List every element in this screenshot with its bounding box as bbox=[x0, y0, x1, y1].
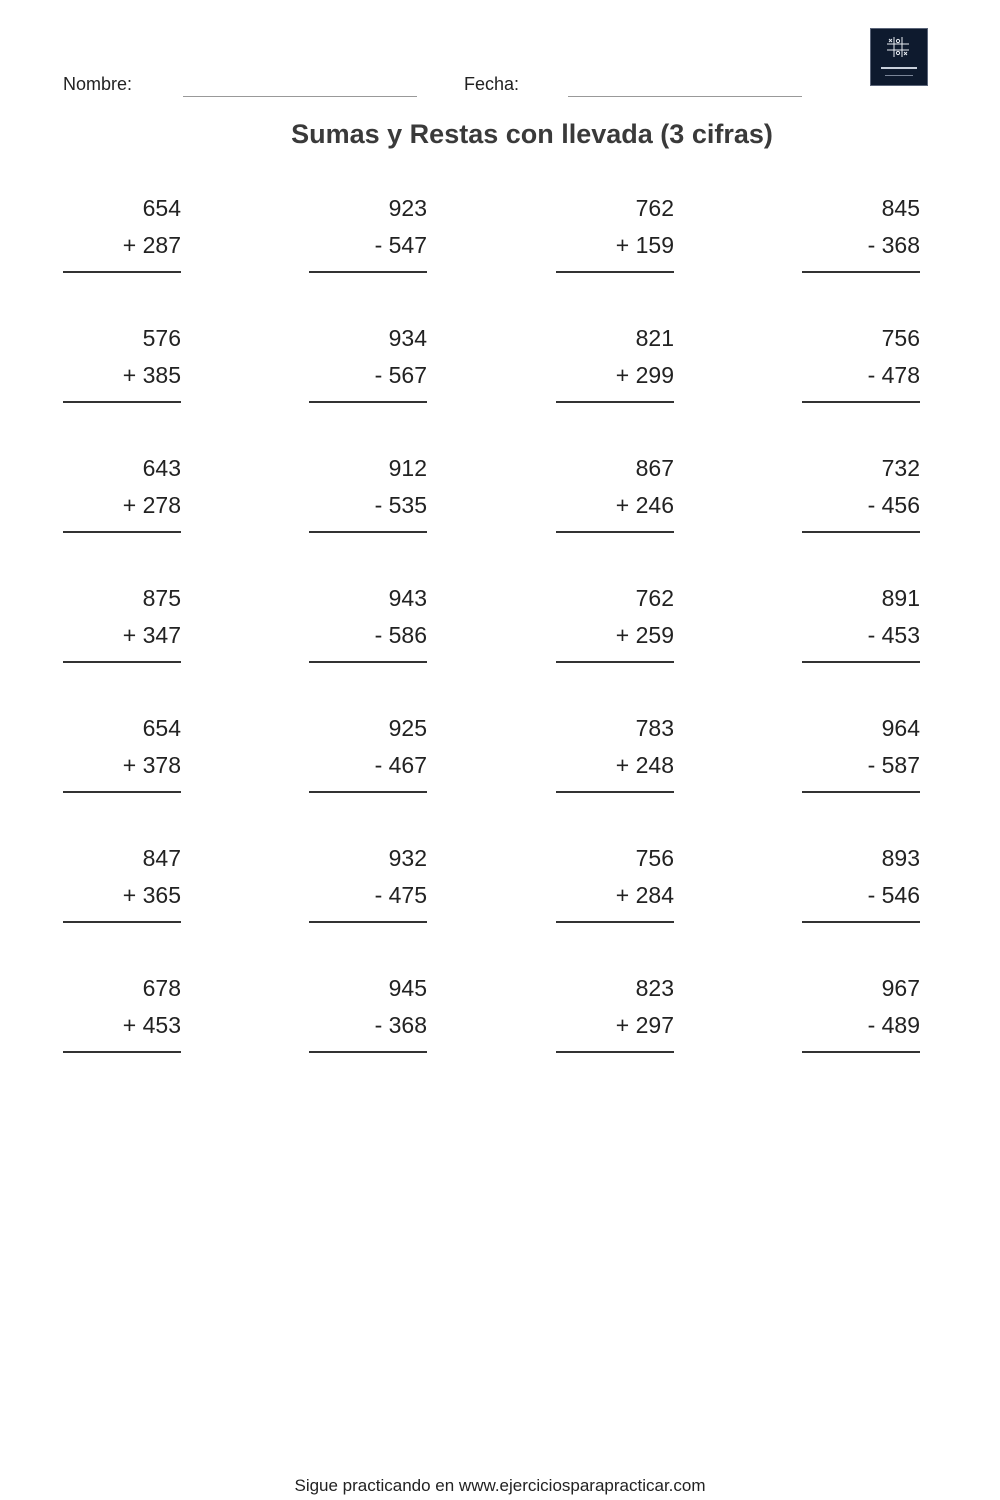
exercise-top-number: 934 bbox=[388, 325, 427, 351]
exercise-item bbox=[63, 195, 181, 275]
answer-line[interactable] bbox=[63, 921, 181, 923]
exercise-bottom-number: + 159 bbox=[615, 232, 674, 258]
name-label: Nombre: bbox=[63, 74, 133, 94]
exercise-item bbox=[556, 715, 674, 795]
answer-line[interactable] bbox=[309, 921, 427, 923]
answer-line[interactable] bbox=[556, 921, 674, 923]
exercise-bottom-number: + 385 bbox=[122, 362, 181, 388]
exercise-item bbox=[63, 325, 181, 405]
exercise-bottom-number: - 546 bbox=[867, 882, 920, 908]
answer-line[interactable] bbox=[556, 791, 674, 793]
answer-line[interactable] bbox=[556, 661, 674, 663]
answer-line[interactable] bbox=[309, 661, 427, 663]
exercise-item bbox=[309, 975, 427, 1055]
exercise-item bbox=[63, 585, 181, 665]
exercise-item bbox=[63, 715, 181, 795]
exercise-bottom-number: - 587 bbox=[867, 752, 920, 778]
exercise-bottom-number: - 456 bbox=[867, 492, 920, 518]
exercise-bottom-number: - 567 bbox=[374, 362, 427, 388]
exercise-item bbox=[802, 975, 920, 1055]
logo bbox=[870, 28, 928, 86]
exercise-top-number: 912 bbox=[388, 455, 427, 481]
exercise-bottom-number: + 453 bbox=[122, 1012, 181, 1038]
answer-line[interactable] bbox=[63, 791, 181, 793]
answer-line[interactable] bbox=[63, 1051, 181, 1053]
exercise-top-number: 732 bbox=[881, 455, 920, 481]
exercise-bottom-number: + 365 bbox=[122, 882, 181, 908]
exercise-item bbox=[63, 975, 181, 1055]
answer-line[interactable] bbox=[556, 271, 674, 273]
answer-line[interactable] bbox=[802, 1051, 920, 1053]
answer-line[interactable] bbox=[309, 791, 427, 793]
exercise-bottom-number: - 467 bbox=[374, 752, 427, 778]
exercise-bottom-number: + 278 bbox=[122, 492, 181, 518]
exercise-bottom-number: - 475 bbox=[374, 882, 427, 908]
footer-text: Sigue practicando en www.ejerciciosparapracticar.com bbox=[294, 1476, 706, 1495]
exercise-item bbox=[802, 455, 920, 535]
exercise-top-number: 847 bbox=[142, 845, 181, 871]
exercise-top-number: 756 bbox=[881, 325, 920, 351]
exercise-item bbox=[556, 845, 674, 925]
exercise-top-number: 643 bbox=[142, 455, 181, 481]
exercise-item bbox=[556, 195, 674, 275]
exercise-top-number: 821 bbox=[635, 325, 674, 351]
answer-line[interactable] bbox=[63, 661, 181, 663]
exercise-top-number: 845 bbox=[881, 195, 920, 221]
exercise-item bbox=[802, 325, 920, 405]
answer-line[interactable] bbox=[63, 401, 181, 403]
exercise-top-number: 964 bbox=[881, 715, 920, 741]
exercise-top-number: 943 bbox=[388, 585, 427, 611]
answer-line[interactable] bbox=[802, 531, 920, 533]
answer-line[interactable] bbox=[309, 401, 427, 403]
answer-line[interactable] bbox=[309, 271, 427, 273]
exercise-item bbox=[556, 585, 674, 665]
answer-line[interactable] bbox=[556, 401, 674, 403]
exercise-item bbox=[309, 715, 427, 795]
exercise-top-number: 756 bbox=[635, 845, 674, 871]
exercise-item bbox=[802, 195, 920, 275]
answer-line[interactable] bbox=[802, 401, 920, 403]
page-title: Sumas y Restas con llevada (3 cifras) bbox=[291, 119, 773, 149]
exercise-item bbox=[63, 845, 181, 925]
exercise-item bbox=[802, 585, 920, 665]
exercise-top-number: 576 bbox=[142, 325, 181, 351]
exercise-bottom-number: + 287 bbox=[122, 232, 181, 258]
exercise-bottom-number: - 368 bbox=[374, 1012, 427, 1038]
exercise-item bbox=[309, 845, 427, 925]
exercise-bottom-number: - 489 bbox=[867, 1012, 920, 1038]
answer-line[interactable] bbox=[802, 661, 920, 663]
exercise-bottom-number: + 284 bbox=[615, 882, 674, 908]
answer-line[interactable] bbox=[309, 531, 427, 533]
exercise-bottom-number: - 368 bbox=[867, 232, 920, 258]
exercise-bottom-number: + 248 bbox=[615, 752, 674, 778]
exercise-top-number: 893 bbox=[881, 845, 920, 871]
exercise-bottom-number: + 347 bbox=[122, 622, 181, 648]
exercise-item bbox=[309, 455, 427, 535]
exercise-bottom-number: - 478 bbox=[867, 362, 920, 388]
exercise-bottom-number: + 299 bbox=[615, 362, 674, 388]
answer-line[interactable] bbox=[63, 531, 181, 533]
exercise-top-number: 762 bbox=[635, 585, 674, 611]
date-label: Fecha: bbox=[464, 74, 520, 94]
exercise-top-number: 823 bbox=[635, 975, 674, 1001]
exercise-top-number: 654 bbox=[142, 715, 181, 741]
exercise-item bbox=[309, 325, 427, 405]
exercise-top-number: 875 bbox=[142, 585, 181, 611]
exercise-bottom-number: - 547 bbox=[374, 232, 427, 258]
exercise-bottom-number: - 586 bbox=[374, 622, 427, 648]
exercise-top-number: 654 bbox=[142, 195, 181, 221]
exercise-item bbox=[556, 455, 674, 535]
exercise-top-number: 945 bbox=[388, 975, 427, 1001]
exercise-item bbox=[63, 455, 181, 535]
exercise-item bbox=[556, 325, 674, 405]
exercise-bottom-number: - 535 bbox=[374, 492, 427, 518]
answer-line[interactable] bbox=[63, 271, 181, 273]
exercise-top-number: 967 bbox=[881, 975, 920, 1001]
exercise-item bbox=[309, 195, 427, 275]
exercise-item bbox=[556, 975, 674, 1055]
answer-line[interactable] bbox=[556, 531, 674, 533]
exercise-top-number: 891 bbox=[881, 585, 920, 611]
exercise-top-number: 932 bbox=[388, 845, 427, 871]
exercise-top-number: 783 bbox=[635, 715, 674, 741]
date-field[interactable] bbox=[568, 96, 802, 97]
name-field[interactable] bbox=[183, 96, 417, 97]
exercise-top-number: 925 bbox=[388, 715, 427, 741]
answer-line[interactable] bbox=[556, 1051, 674, 1053]
answer-line[interactable] bbox=[802, 791, 920, 793]
exercise-item bbox=[802, 845, 920, 925]
exercise-top-number: 762 bbox=[635, 195, 674, 221]
exercise-top-number: 867 bbox=[635, 455, 674, 481]
exercise-bottom-number: + 259 bbox=[615, 622, 674, 648]
exercise-top-number: 678 bbox=[142, 975, 181, 1001]
exercise-item bbox=[802, 715, 920, 795]
answer-line[interactable] bbox=[309, 1051, 427, 1053]
exercise-bottom-number: + 378 bbox=[122, 752, 181, 778]
exercise-item bbox=[309, 585, 427, 665]
exercise-bottom-number: + 297 bbox=[615, 1012, 674, 1038]
tic-tac-toe-icon bbox=[871, 29, 927, 85]
exercise-bottom-number: - 453 bbox=[867, 622, 920, 648]
answer-line[interactable] bbox=[802, 921, 920, 923]
exercise-bottom-number: + 246 bbox=[615, 492, 674, 518]
exercise-top-number: 923 bbox=[388, 195, 427, 221]
answer-line[interactable] bbox=[802, 271, 920, 273]
